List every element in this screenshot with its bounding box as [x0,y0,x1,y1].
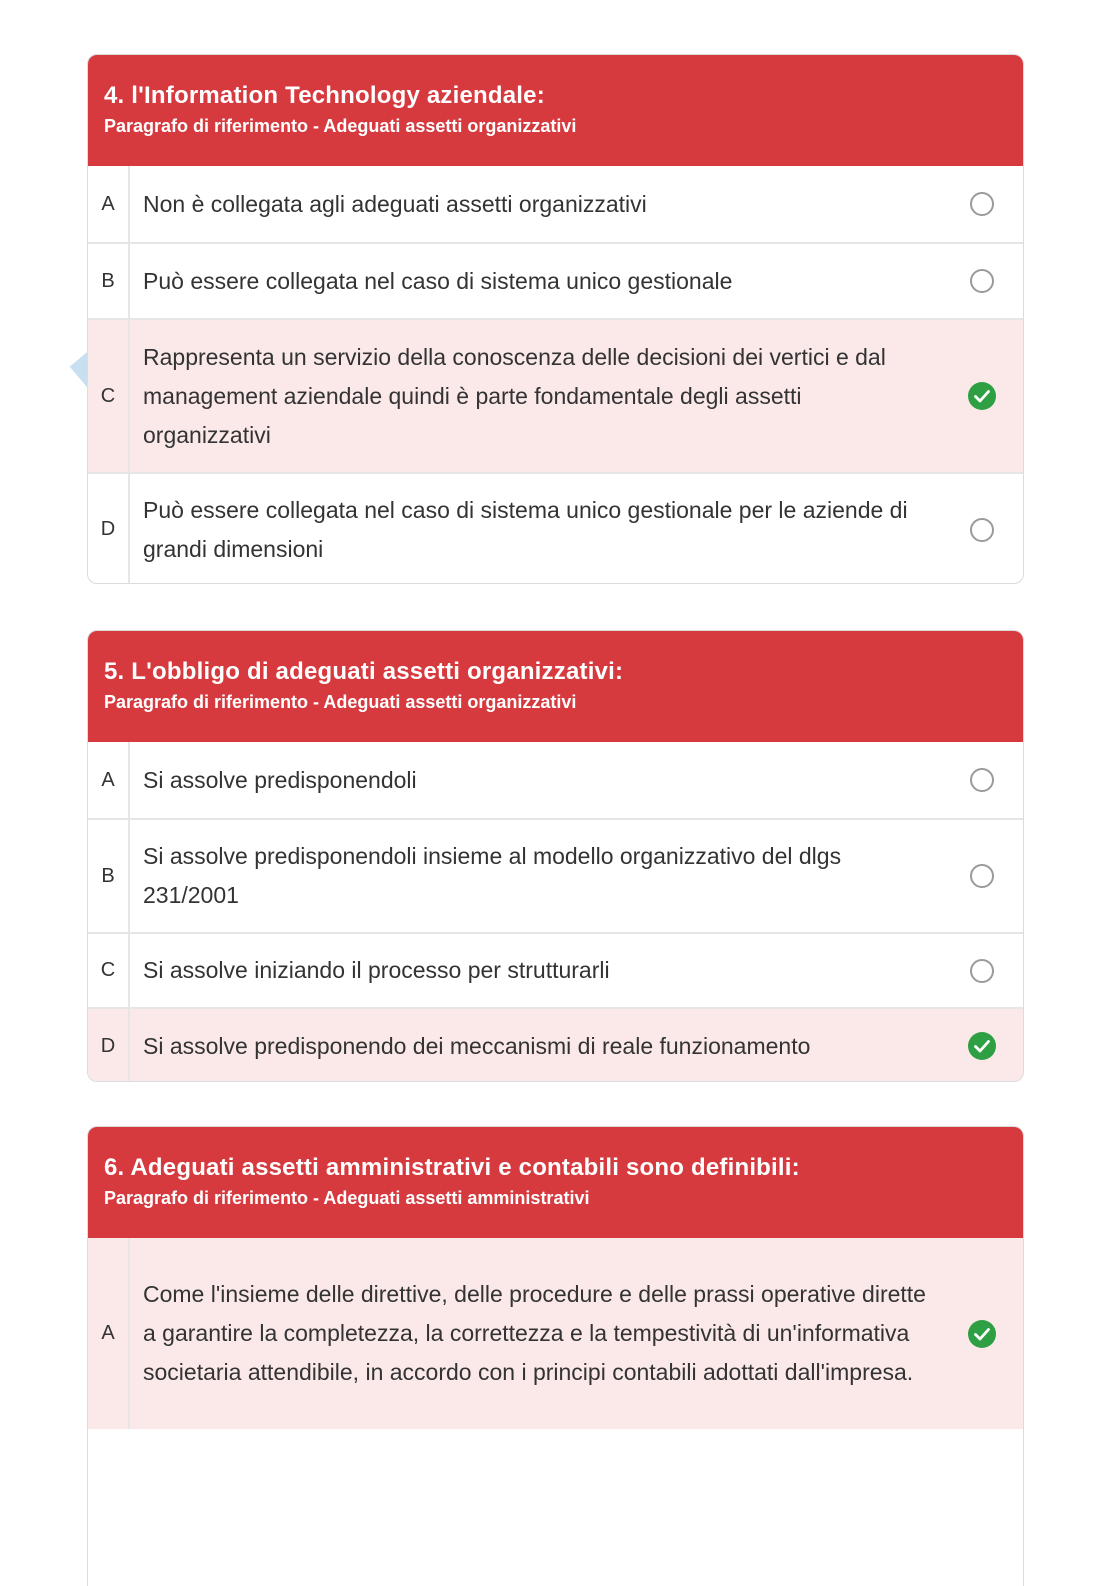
question-header [88,55,1023,166]
option-text: Si assolve predisponendoli [143,766,417,793]
option-letter: A [88,1238,130,1429]
question-reference: Paragrafo di riferimento - Adeguati assetti organizzativi [104,692,577,712]
radio-empty-icon[interactable] [970,269,994,293]
option-letter: C [88,934,130,1007]
radio-empty-icon[interactable] [970,959,994,983]
option-letter: C [88,320,130,472]
option-letter: A [88,742,130,818]
answer-option-d[interactable] [88,472,1023,584]
answer-option-a[interactable] [88,742,1023,818]
option-letter: D [88,474,130,584]
answer-option-a[interactable] [88,1238,1023,1429]
question-reference: Paragrafo di riferimento - Adeguati assetti amministrativi [104,1188,590,1208]
option-letter: A [88,166,130,242]
question-card-4 [87,54,1024,584]
option-text: Come l'insieme delle direttive, delle procedure e delle prassi operative dirette a garantire la completezza, la correttezza e la tempestività di un'informativa societaria attendibile, in accordo con i principi contabili adottati dall'impresa. [143,1281,926,1385]
answer-option-b[interactable] [88,242,1023,318]
option-text: Può essere collegata nel caso di sistema unico gestionale [143,267,733,294]
answer-option-c[interactable] [88,932,1023,1007]
question-title: 6. Adeguati assetti amministrativi e contabili sono definibili: [104,1154,800,1181]
radio-empty-icon[interactable] [970,768,994,792]
radio-empty-icon[interactable] [970,864,994,888]
question-header [88,631,1023,742]
answer-option-a[interactable] [88,166,1023,242]
option-text: Può essere collegata nel caso di sistema unico gestionale per le aziende di grandi dimensioni [143,496,908,562]
question-title: 4. l'Information Technology aziendale: [104,82,545,109]
answer-option-b[interactable] [88,818,1023,932]
check-circle-icon[interactable] [967,1319,997,1349]
question-header [88,1127,1023,1238]
option-letter: D [88,1009,130,1082]
option-text: Si assolve predisponendoli insieme al modello organizzativo del dlgs 231/2001 [143,843,842,908]
option-letter: B [88,244,130,318]
option-text: Rappresenta un servizio della conoscenza delle decisioni dei vertici e dal management aziendale quindi è parte fondamentale degli assetti organizzativi [143,343,886,448]
answer-option-c[interactable] [88,318,1023,472]
option-letter: B [88,820,130,932]
question-card-5 [87,630,1024,1082]
check-circle-icon[interactable] [967,1031,997,1061]
question-title: 5. L'obbligo di adeguati assetti organizzativi: [104,658,624,685]
question-reference: Paragrafo di riferimento - Adeguati assetti organizzativi [104,116,577,136]
radio-empty-icon[interactable] [970,518,994,542]
option-text: Si assolve predisponendo dei meccanismi di reale funzionamento [143,1032,811,1059]
card-empty-area [88,1429,1023,1586]
option-text: Si assolve iniziando il processo per strutturarli [143,957,610,983]
option-text: Non è collegata agli adeguati assetti organizzativi [143,190,647,217]
radio-empty-icon[interactable] [970,192,994,216]
question-card-6 [87,1126,1024,1586]
check-circle-icon[interactable] [967,381,997,411]
answer-option-d[interactable] [88,1007,1023,1082]
